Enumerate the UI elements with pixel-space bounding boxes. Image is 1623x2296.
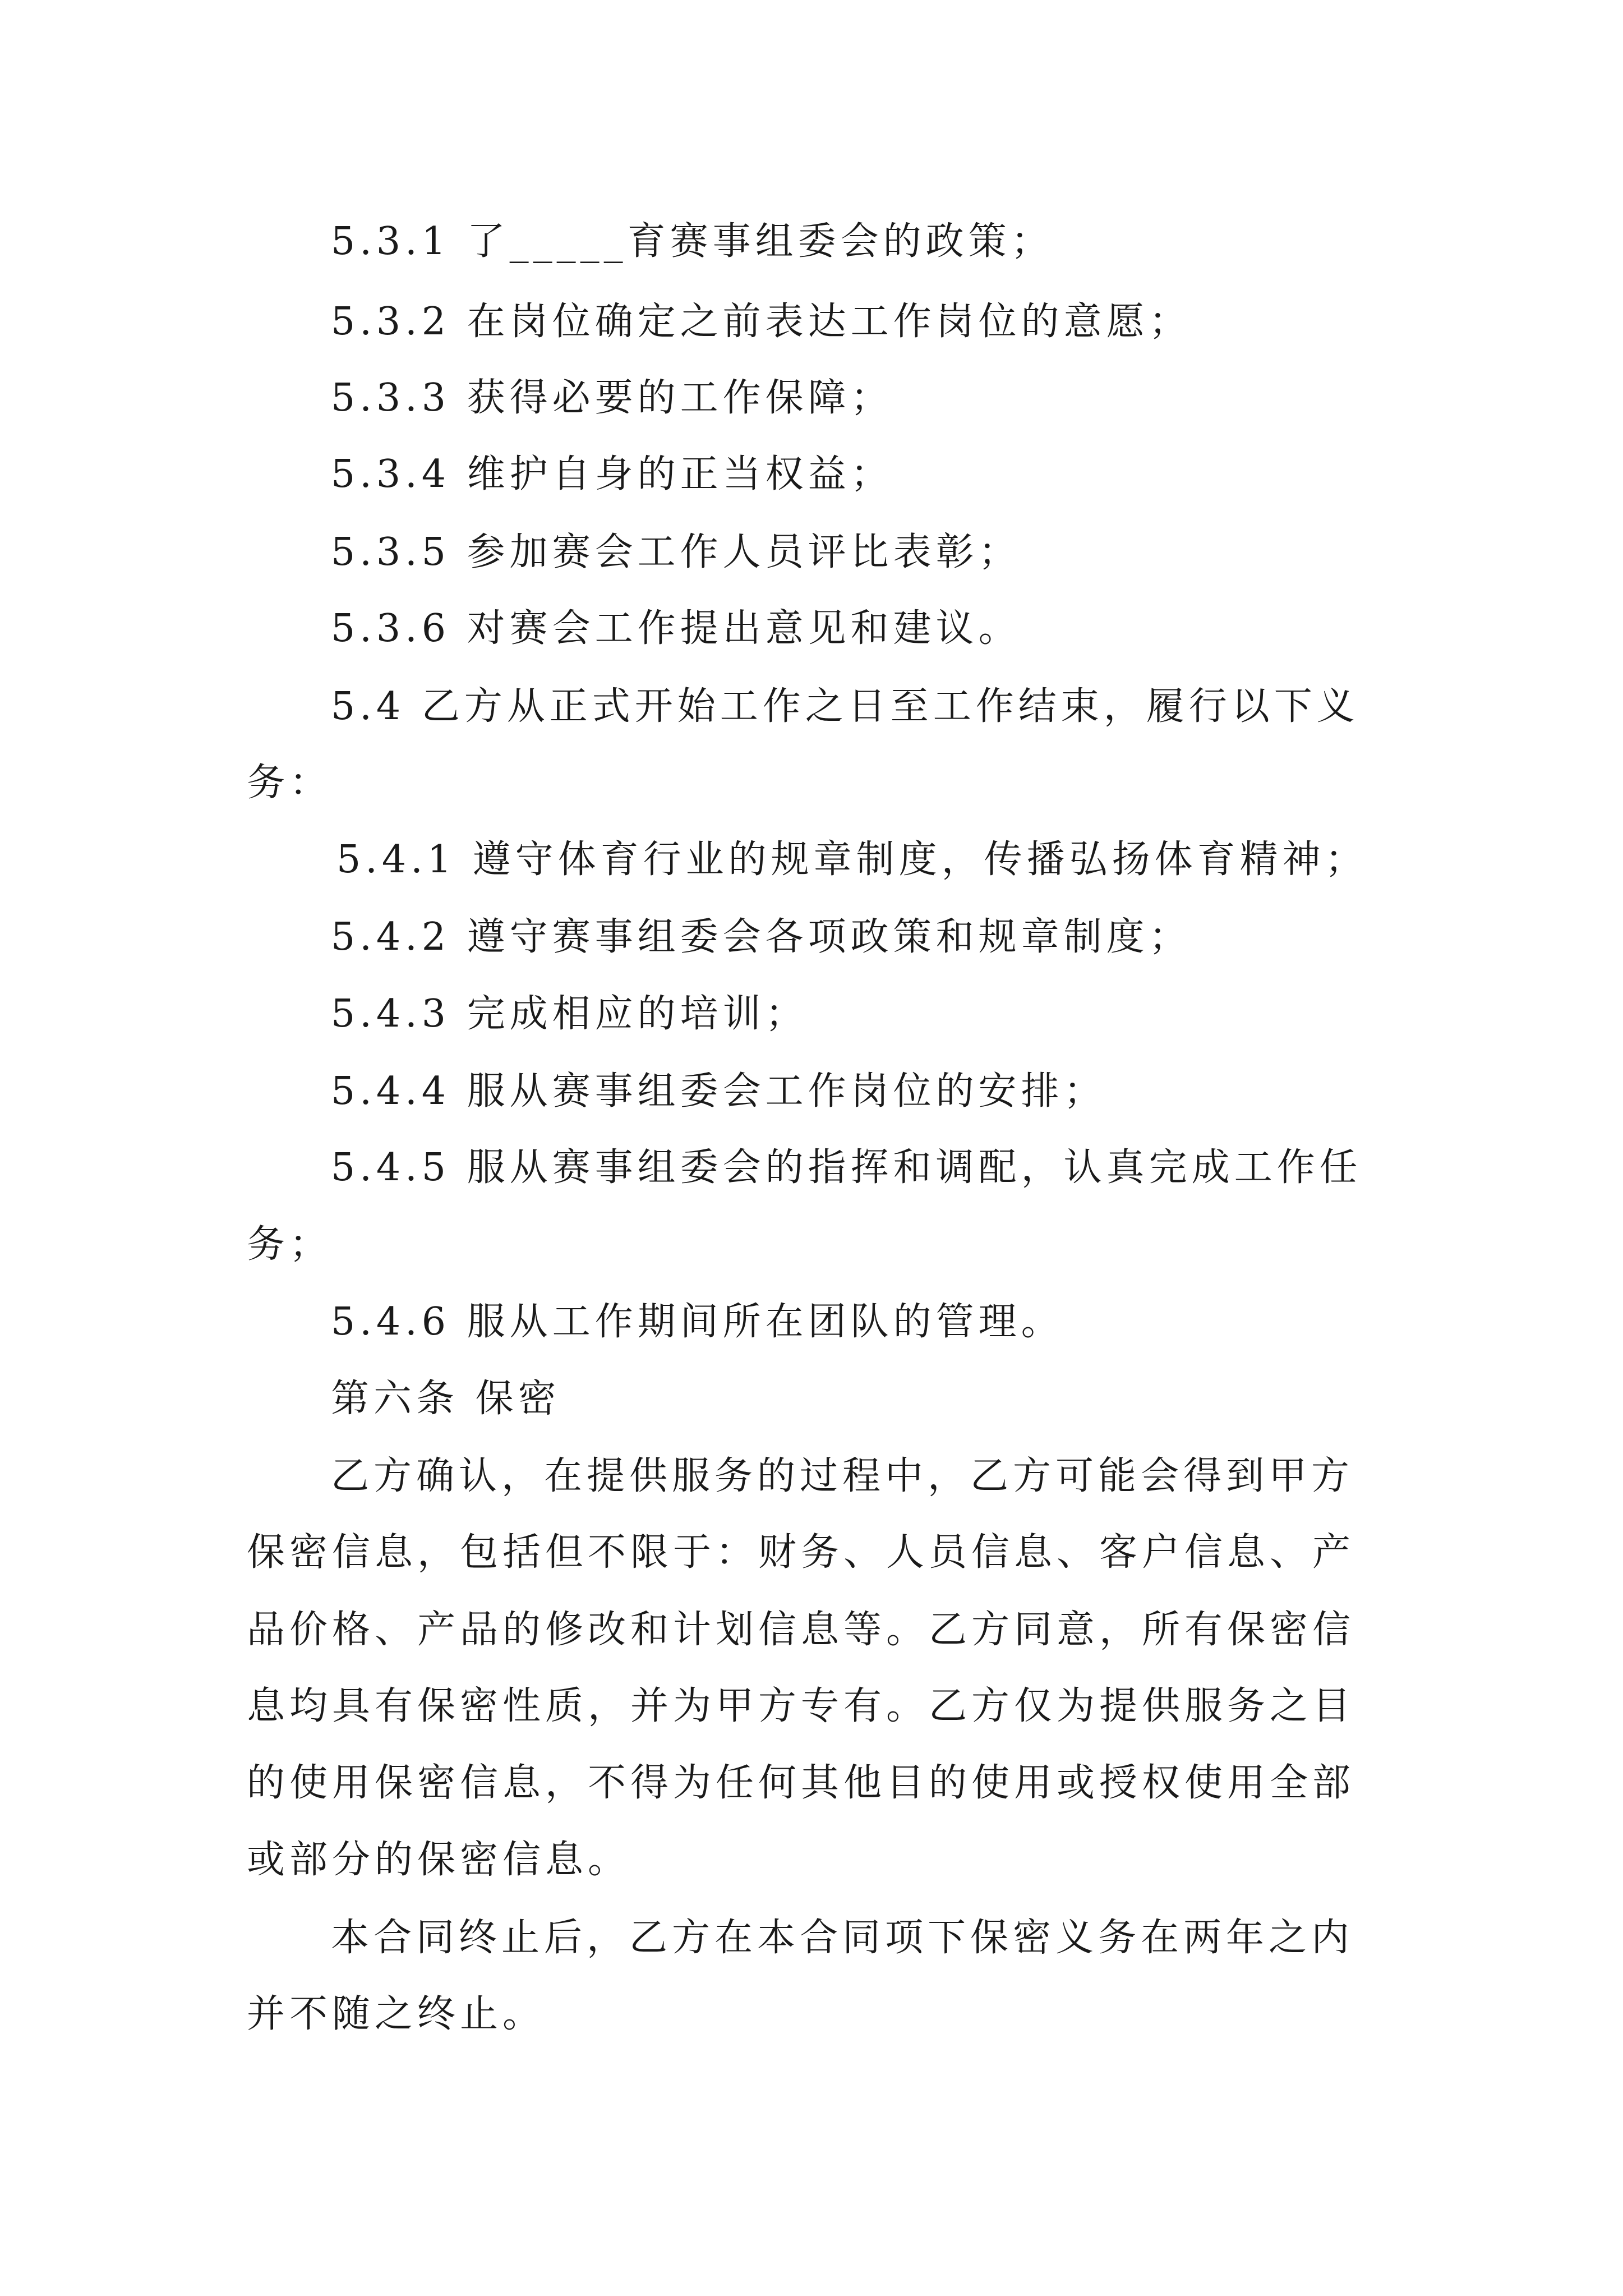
clause-5-4-6: 5.4.6 服从工作期间所在团队的管理。 [331,1300,1064,1344]
paragraph-confidentiality-line-6: 或部分的保密信息。 [247,1838,631,1882]
clause-5-3-6: 5.3.6 对赛会工作提出意见和建议。 [331,606,1021,651]
clause-5-3-3: 5.3.3 获得必要的工作保障； [331,376,893,420]
clause-5-3-4: 5.3.4 维护自身的正当权益； [331,452,893,496]
section-heading-article-6: 第六条 保密 [331,1377,561,1421]
clause-5-4-3: 5.4.3 完成相应的培训； [331,992,808,1036]
clause-5-3-5: 5.3.5 参加赛会工作人员评比表彰； [331,530,1021,574]
paragraph-confidentiality-line-2: 保密信息，包括但不限于：财务、人员信息、客户信息、产 [247,1530,1355,1575]
paragraph-confidentiality-line-5: 的使用保密信息，不得为任何其他目的使用或授权使用全部 [247,1761,1355,1805]
clause-5-4-2: 5.4.2 遵守赛事组委会各项政策和规章制度； [331,915,1192,959]
clause-5-3-2: 5.3.2 在岗位确定之前表达工作岗位的意愿； [331,300,1192,344]
clause-5-4-1: 5.4.1 遵守体育行业的规章制度，传播弘扬体育精神； [336,838,1368,882]
paragraph-confidentiality-line-3: 品价格、产品的修改和计划信息等。乙方同意，所有保密信 [247,1608,1355,1652]
paragraph-termination-line-2: 并不随之终止。 [247,1992,546,2036]
paragraph-termination-line-1: 本合同终止后，乙方在本合同项下保密义务在两年之内 [331,1916,1354,1960]
clause-5-3-1: 5.3.1 了_____育赛事组委会的政策； [331,219,1054,264]
paragraph-confidentiality-line-1: 乙方确认，在提供服务的过程中，乙方可能会得到甲方 [331,1454,1354,1498]
clause-5-4-5-line-2: 务； [247,1222,333,1267]
clause-5-4-line-2: 务： [247,761,333,805]
clause-5-4-4: 5.4.4 服从赛事组委会工作岗位的安排； [331,1069,1106,1114]
clause-5-4-5-line-1: 5.4.5 服从赛事组委会的指挥和调配，认真完成工作任 [331,1145,1362,1190]
paragraph-confidentiality-line-4: 息均具有保密性质，并为甲方专有。乙方仅为提供服务之目 [247,1684,1355,1728]
clause-5-4-line-1: 5.4 乙方从正式开始工作之日至工作结束，履行以下义 [331,684,1359,729]
